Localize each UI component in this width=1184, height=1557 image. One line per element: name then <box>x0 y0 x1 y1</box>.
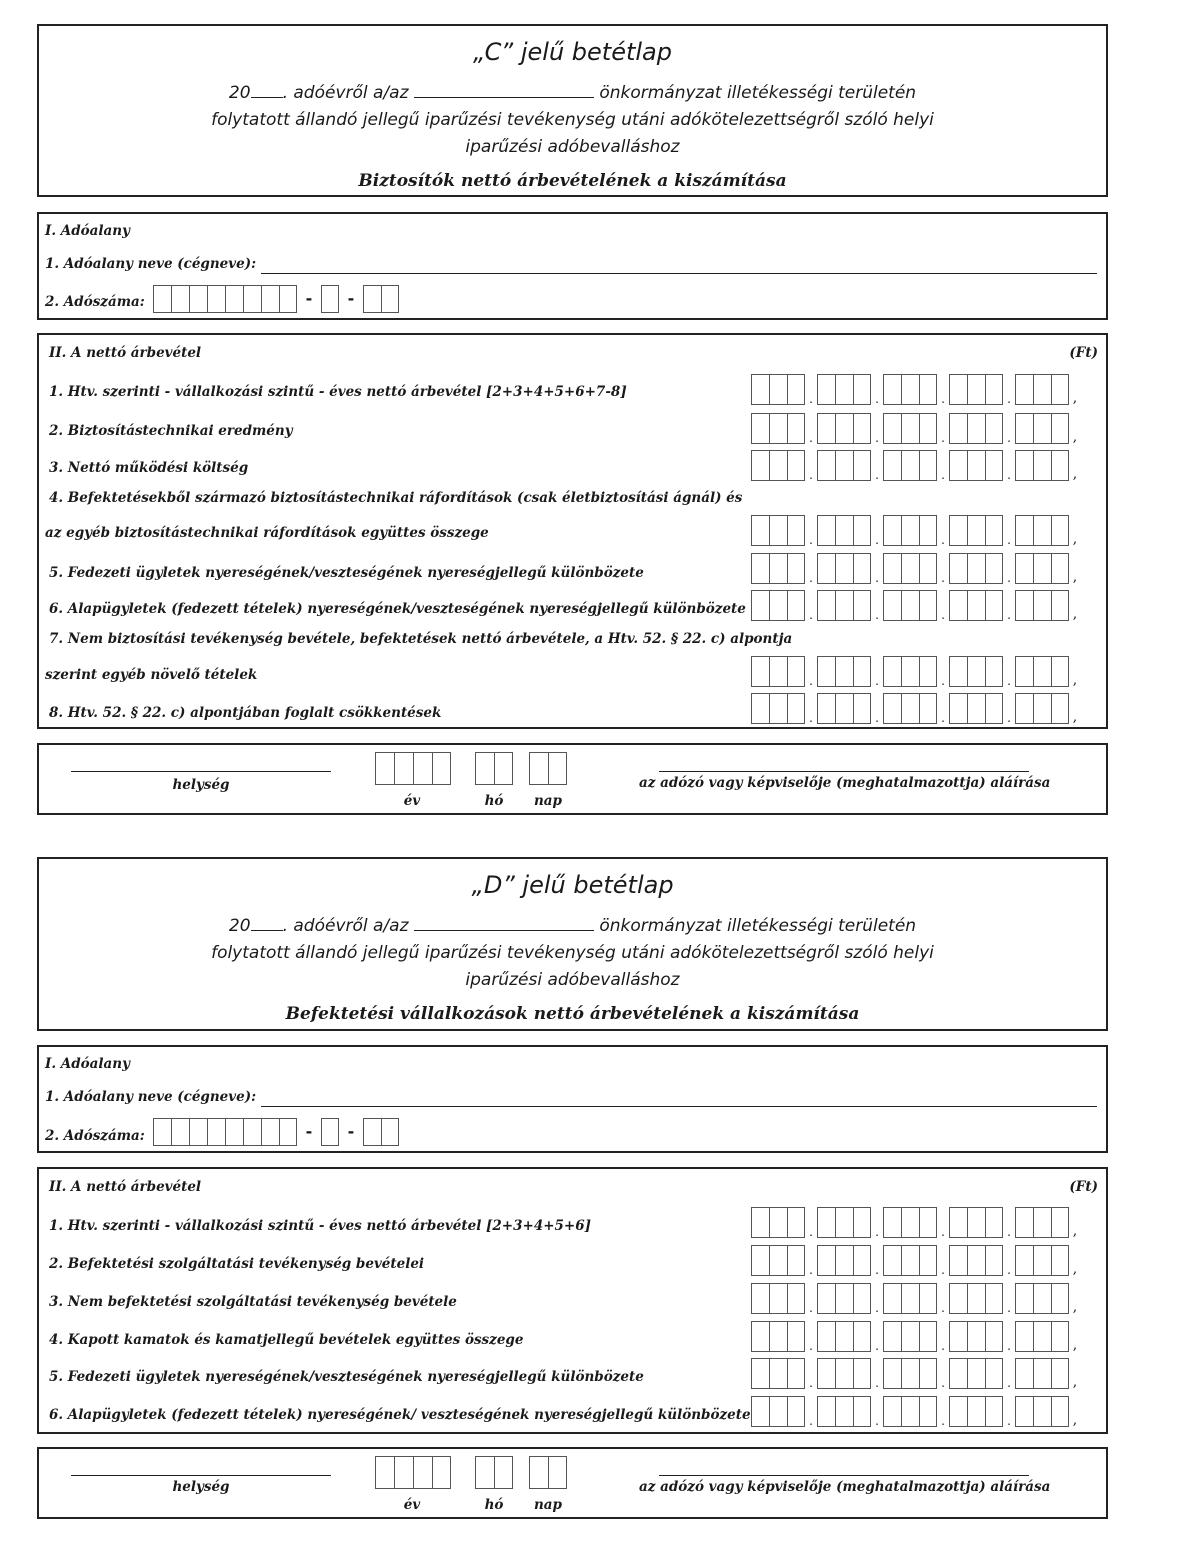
row-label: 8. Htv. 52. § 22. c) alpontjában foglalt csökkentések <box>49 705 442 721</box>
year-label: év <box>403 793 421 809</box>
year-label: év <box>403 1497 421 1513</box>
section-heading: II. A nettó árbevétel <box>49 1179 202 1195</box>
sheet-c-signature-box <box>37 743 1108 815</box>
year-blank[interactable] <box>251 916 283 931</box>
sheet-c-header-line3: iparűzési adóbevalláshoz <box>465 137 680 157</box>
row-label: 3. Nem befektetési szolgáltatási tevékenység bevétele <box>49 1294 457 1310</box>
signer-label: az adózó vagy képviselője (meghatalmazottja) aláírása <box>639 1479 1051 1495</box>
amount-field[interactable]: . . . . , <box>751 1396 1081 1427</box>
taxno-label: 2. Adószáma: <box>45 294 145 310</box>
year-field[interactable] <box>375 1456 451 1489</box>
place-label: helység <box>172 1479 230 1495</box>
row-label: 6. Alapügyletek (fedezett tételek) nyereségének/ veszteségének nyereségjellegű különbözete <box>49 1407 751 1423</box>
row-label: az egyéb biztosítástechnikai ráfordítások együttes összege <box>45 525 489 541</box>
year-suffix: . adóévről a/az <box>282 916 409 936</box>
row-label: 1. Htv. szerinti - vállalkozási szintű - éves nettó árbevétel [2+3+4+5+6+7-8] <box>49 384 627 400</box>
amount-field[interactable]: . . . . , <box>751 374 1081 405</box>
row-label: szerint egyéb növelő tételek <box>45 667 258 683</box>
signer-label: az adózó vagy képviselője (meghatalmazottja) aláírása <box>639 775 1051 791</box>
row-label: 3. Nettó működési költség <box>49 460 249 476</box>
row-label: 4. Befektetésekből származó biztosítástechnikai ráfordítások (csak életbiztosítási ágnál) és <box>49 490 743 506</box>
sheet-d-signature-box <box>37 1447 1108 1519</box>
sheet-c-header-line1 <box>39 83 1106 103</box>
amount-field[interactable]: . . . . , <box>751 515 1081 546</box>
amount-field[interactable]: . . . . , <box>751 656 1081 687</box>
year-blank[interactable] <box>251 83 283 98</box>
row-label: 5. Fedezeti ügyletek nyereségének/veszteségének nyereségjellegű különbözete <box>49 565 644 581</box>
amount-field[interactable]: . . . . , <box>751 1321 1081 1352</box>
row-label: 6. Alapügyletek (fedezett tételek) nyereségének/veszteségének nyereségjellegű különbözete <box>49 601 746 617</box>
amount-field[interactable]: . . . . , <box>751 693 1081 724</box>
name-label: 1. Adóalany neve (cégneve): <box>45 256 257 272</box>
month-label: hó <box>484 793 504 809</box>
row-label: 2. Biztosítástechnikai eredmény <box>49 423 293 439</box>
taxno-field[interactable]: - - <box>153 1118 399 1146</box>
year-field[interactable] <box>375 752 451 785</box>
taxno-label: 2. Adószáma: <box>45 1128 145 1144</box>
section-heading: II. A nettó árbevétel <box>49 345 202 361</box>
name-field[interactable] <box>261 1105 1097 1107</box>
place-label: helység <box>172 777 230 793</box>
unit-label: (Ft) <box>1069 1179 1098 1195</box>
sheet-d-title: „D” jelű betétlap <box>471 871 674 899</box>
year-prefix: 20 <box>228 916 251 936</box>
sheet-c-subtitle: Biztosítók nettó árbevételének a kiszámítása <box>358 171 787 191</box>
sheet-d-taxpayer-box <box>37 1045 1108 1153</box>
place-field[interactable] <box>71 1474 331 1476</box>
row-label: 5. Fedezeti ügyletek nyereségének/veszteségének nyereségjellegű különbözete <box>49 1369 644 1385</box>
sheet-d-subtitle: Befektetési vállalkozások nettó árbevételének a kiszámítása <box>285 1004 860 1024</box>
municipality-blank[interactable] <box>414 83 594 98</box>
amount-field[interactable]: . . . . , <box>751 1207 1081 1238</box>
month-field[interactable] <box>475 752 513 785</box>
sheet-c-header-box <box>37 24 1108 197</box>
amount-field[interactable]: . . . . , <box>751 1245 1081 1276</box>
municipality-blank[interactable] <box>414 916 594 931</box>
name-field[interactable] <box>261 272 1097 274</box>
amount-field[interactable]: . . . . , <box>751 590 1081 621</box>
year-suffix: . adóévről a/az <box>282 83 409 103</box>
taxno-field[interactable]: - - <box>153 285 399 313</box>
signature-field[interactable] <box>659 1474 1029 1476</box>
sheet-d-header-line2: folytatott állandó jellegű iparűzési tevékenység utáni adókötelezettségről szóló helyi <box>211 943 934 963</box>
row-label: 4. Kapott kamatok és kamatjellegű bevételek együttes összege <box>49 1332 524 1348</box>
amount-field[interactable]: . . . . , <box>751 553 1081 584</box>
day-field[interactable] <box>529 752 567 785</box>
sheet-c-taxpayer-box <box>37 212 1108 320</box>
sheet-c-title: „C” jelű betétlap <box>472 38 672 66</box>
sheet-c-header-line2: folytatott állandó jellegű iparűzési tevékenység utáni adókötelezettségről szóló helyi <box>211 110 934 130</box>
month-field[interactable] <box>475 1456 513 1489</box>
section-heading: I. Adóalany <box>45 1056 130 1072</box>
year-prefix: 20 <box>228 83 251 103</box>
name-label: 1. Adóalany neve (cégneve): <box>45 1089 257 1105</box>
municipality-suffix: önkormányzat illetékességi területén <box>599 916 917 936</box>
section-heading: I. Adóalany <box>45 223 130 239</box>
amount-field[interactable]: . . . . , <box>751 1358 1081 1389</box>
day-field[interactable] <box>529 1456 567 1489</box>
unit-label: (Ft) <box>1069 345 1098 361</box>
month-label: hó <box>484 1497 504 1513</box>
amount-field[interactable]: . . . . , <box>751 1283 1081 1314</box>
amount-field[interactable]: . . . . , <box>751 413 1081 444</box>
day-label: nap <box>533 1497 562 1513</box>
sheet-d-header-box <box>37 857 1108 1031</box>
signature-field[interactable] <box>659 770 1029 772</box>
day-label: nap <box>533 793 562 809</box>
row-label: 7. Nem biztosítási tevékenység bevétele, befektetések nettó árbevétele, a Htv. 52. § 22. c) alpontja <box>49 631 793 647</box>
sheet-d-header-line3: iparűzési adóbevalláshoz <box>465 970 680 990</box>
amount-field[interactable]: . . . . , <box>751 450 1081 481</box>
sheet-d-header-line1 <box>39 916 1106 936</box>
place-field[interactable] <box>71 770 331 772</box>
municipality-suffix: önkormányzat illetékességi területén <box>599 83 917 103</box>
row-label: 1. Htv. szerinti - vállalkozási szintű - éves nettó árbevétel [2+3+4+5+6] <box>49 1218 592 1234</box>
row-label: 2. Befektetési szolgáltatási tevékenység bevételei <box>49 1256 425 1272</box>
